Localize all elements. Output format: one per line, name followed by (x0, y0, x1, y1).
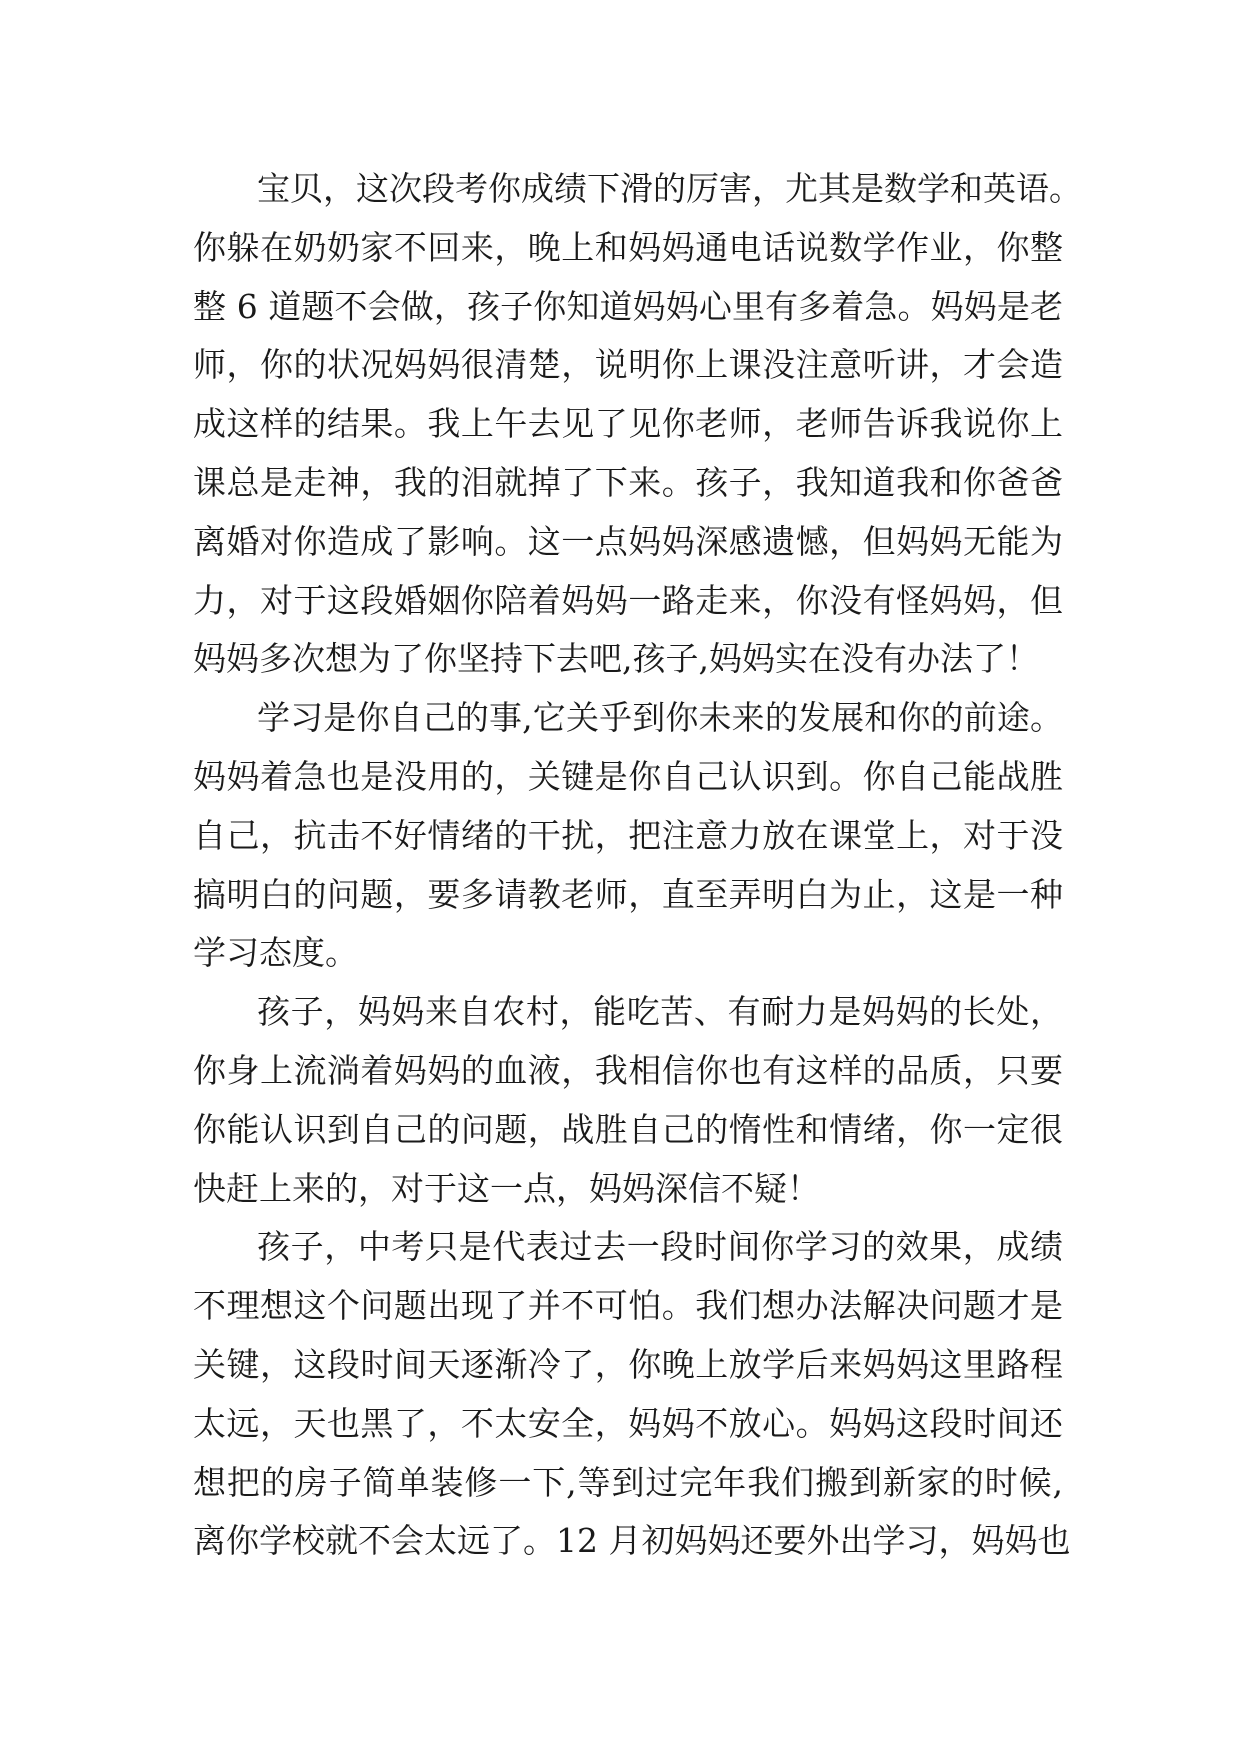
paragraph-2 (193, 689, 1063, 983)
text-line: 想把的房子简单装修一下,等到过完年我们搬到新家的时候, (193, 1462, 1063, 1502)
paragraph-3 (193, 983, 1063, 1218)
paragraph-1 (193, 160, 1082, 689)
paragraph-4 (193, 1218, 1071, 1571)
text-line: 学习态度。 (193, 933, 358, 973)
text-line: 离你学校就不会太远了。12 月初妈妈还要外出学习，妈妈也 (193, 1521, 1071, 1561)
text-line: 不理想这个问题出现了并不可怕。我们想办法解决问题才是 (193, 1286, 1063, 1326)
text-line: 离婚对你造成了影响。这一点妈妈深感遗憾，但妈妈无能为 (193, 521, 1063, 561)
text-line: 孩子，妈妈来自农村，能吃苦、有耐力是妈妈的长处， (257, 992, 1063, 1032)
text-line: 成这样的结果。我上午去见了见你老师，老师告诉我说你上 (193, 404, 1063, 444)
text-line: 你身上流淌着妈妈的血液，我相信你也有这样的品质，只要 (193, 1050, 1063, 1090)
letter-body (193, 160, 1082, 1571)
text-line: 太远，天也黑了，不太安全，妈妈不放心。妈妈这段时间还 (193, 1403, 1063, 1443)
text-line: 妈妈多次想为了你坚持下去吧,孩子,妈妈实在没有办法了！ (193, 639, 1039, 679)
text-line: 你躲在奶奶家不回来，晚上和妈妈通电话说数学作业，你整 (193, 227, 1063, 267)
text-line: 师，你的状况妈妈很清楚，说明你上课没注意听讲，才会造 (193, 345, 1063, 385)
text-line: 宝贝，这次段考你成绩下滑的厉害，尤其是数学和英语。 (257, 169, 1082, 208)
text-line: 孩子，中考只是代表过去一段时间你学习的效果，成绩 (257, 1227, 1063, 1267)
text-line: 力，对于这段婚姻你陪着妈妈一路走来，你没有怪妈妈，但 (193, 580, 1063, 620)
text-line: 整 6 道题不会做，孩子你知道妈妈心里有多着急。妈妈是老 (193, 286, 1063, 326)
text-line: 你能认识到自己的问题，战胜自己的惰性和情绪，你一定很 (193, 1109, 1063, 1149)
text-line: 快赶上来的，对于这一点，妈妈深信不疑！ (193, 1168, 820, 1208)
text-line: 自己，抗击不好情绪的干扰，把注意力放在课堂上，对于没 (193, 815, 1063, 855)
text-line: 学习是你自己的事,它关乎到你未来的发展和你的前途。 (257, 698, 1063, 738)
text-line: 搞明白的问题，要多请教老师，直至弄明白为止，这是一种 (193, 874, 1063, 914)
text-line: 关键，这段时间天逐渐冷了，你晚上放学后来妈妈这里路程 (193, 1344, 1063, 1384)
text-line: 课总是走神，我的泪就掉了下来。孩子，我知道我和你爸爸 (193, 462, 1063, 502)
text-line: 妈妈着急也是没用的，关键是你自己认识到。你自己能战胜 (193, 756, 1063, 796)
